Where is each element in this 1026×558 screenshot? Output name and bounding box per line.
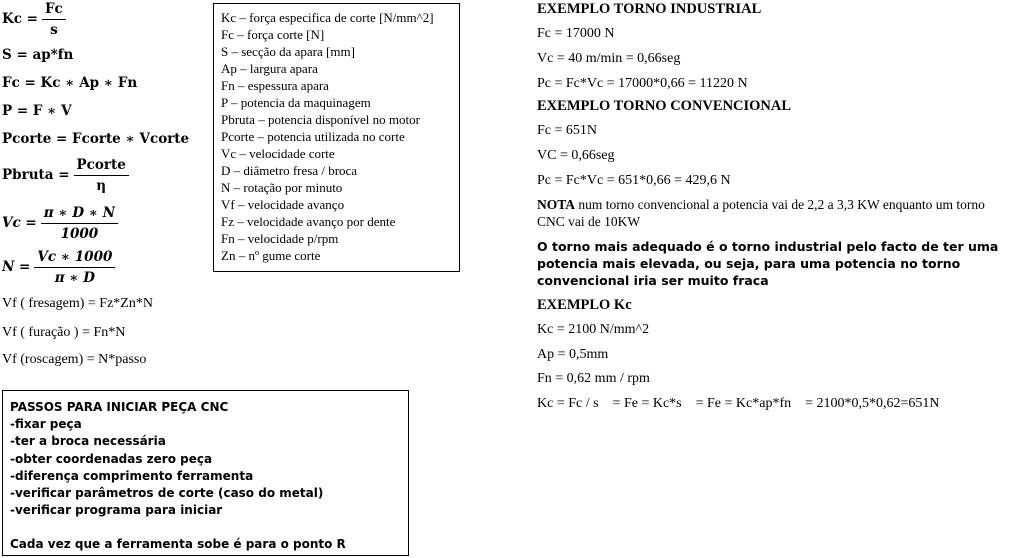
legend-item: Zn – nº gume corte (221, 248, 321, 263)
conclusion-line-3: convencional iria ser muito fraca (537, 273, 769, 288)
cnc-steps-box (2, 390, 409, 556)
conclusion-line-2: potencia mais elevada, ou seja, para uma potencia no torno (537, 256, 961, 271)
numerator: Vc ∗ 1000 (34, 249, 115, 268)
legend-item: Kc – força especifica de corte [N/mm^2] (221, 10, 434, 25)
formula-vc (2, 205, 118, 242)
denominator: s (50, 22, 58, 38)
fraction (74, 157, 129, 194)
legend-item: S – secção da apara [mm] (221, 44, 355, 59)
legend-item: P – potencia da maquinagem (221, 95, 371, 110)
legend-item: Fn – espessura apara (221, 78, 329, 93)
legend-item: D – diâmetro fresa / broca (221, 163, 358, 178)
fraction (34, 249, 115, 286)
convencional-example-title: EXEMPLO TORNO CONVENCIONAL (537, 98, 792, 114)
denominator: η (96, 178, 107, 194)
legend-item: N – rotação por minuto (221, 180, 343, 195)
legend-item: Vf – velocidade avanço (221, 197, 345, 212)
nota-text: num torno convencional a potencia vai de 2,2 a 3,3 KW enquanto um torno (575, 197, 985, 212)
nota-line-2: CNC vai de 10KW (537, 214, 641, 229)
legend-item: Vc – velocidade corte (221, 146, 335, 161)
legend-box (213, 3, 460, 272)
formula-fc: Fc = Kc ∗ Ap ∗ Fn (2, 75, 138, 91)
fn-value: Fn = 0,62 mm / rpm (537, 371, 650, 386)
numerator: Pcorte (74, 157, 129, 176)
fraction (41, 205, 118, 242)
step-item: -verificar parâmetros de corte (caso do metal) (10, 486, 324, 501)
industrial-pc: Pc = Fc*Vc = 17000*0,66 = 11220 N (537, 76, 748, 91)
conclusion-line-1: O torno mais adequado é o torno industrial pelo facto de ter uma (537, 239, 999, 254)
nota-label: NOTA (537, 197, 576, 212)
convencional-vc: VC = 0,66seg (537, 148, 615, 163)
legend-item: Fn – velocidade p/rpm (221, 231, 339, 246)
formula-n (2, 249, 115, 286)
nota-line-1 (537, 197, 985, 213)
convencional-fc: Fc = 651N (537, 123, 598, 138)
formula-p: P = F ∗ V (2, 103, 72, 119)
industrial-vc: Vc = 40 m/min = 0,66seg (537, 51, 681, 66)
formula-s: S = ap*fn (2, 47, 74, 63)
formula-pcorte: Pcorte = Fcorte ∗ Vcorte (2, 131, 190, 147)
step-item: -fixar peça (10, 417, 82, 432)
step-item: -verificar programa para iniciar (10, 503, 223, 518)
formula-pbruta (2, 157, 129, 194)
formula-kc (2, 1, 66, 38)
legend-item: Ap – largura apara (221, 61, 318, 76)
formula-vf-roscagem: Vf (roscagem) = N*passo (2, 352, 147, 367)
formula-vf-fresagem: Vf ( fresagem) = Fz*Zn*N (2, 296, 153, 311)
denominator: π ∗ D (54, 270, 96, 286)
formula-vf-furacao: Vf ( furação ) = Fn*N (2, 325, 126, 340)
industrial-fc: Fc = 17000 N (537, 26, 615, 41)
convencional-pc: Pc = Fc*Vc = 651*0,66 = 429,6 N (537, 173, 731, 188)
kc-calculation: Kc = Fc / s = Fe = Kc*s = Fe = Kc*ap*fn = 2100*0,5*0,62=651N (537, 396, 940, 411)
ap-value: Ap = 0,5mm (537, 347, 609, 362)
step-item: -ter a broca necessária (10, 434, 166, 449)
step-item: -diferença comprimento ferramenta (10, 468, 254, 483)
steps-title: PASSOS PARA INICIAR PEÇA CNC (10, 400, 229, 414)
formula-n-lhs: N = (2, 259, 31, 275)
legend-item: Pbruta – potencia disponível no motor (221, 112, 420, 127)
legend-item: Fc – força corte [N] (221, 27, 325, 42)
numerator: π ∗ D ∗ N (41, 205, 118, 224)
formula-pbruta-lhs: Pbruta = (2, 167, 70, 183)
formula-vc-lhs: Vc = (2, 215, 37, 231)
denominator: 1000 (60, 226, 99, 242)
legend-item: Pcorte – potencia utilizada no corte (221, 129, 405, 144)
step-item: -obter coordenadas zero peça (10, 451, 213, 466)
fraction (42, 1, 66, 38)
kc-example-title: EXEMPLO Kc (537, 297, 632, 313)
industrial-example-title: EXEMPLO TORNO INDUSTRIAL (537, 1, 762, 17)
kc-value: Kc = 2100 N/mm^2 (537, 322, 650, 337)
steps-note: Cada vez que a ferramenta sobe é para o ponto R (10, 537, 346, 551)
numerator: Fc (42, 1, 66, 20)
formula-kc-lhs: Kc = (2, 11, 38, 27)
legend-item: Fz – velocidade avanço por dente (221, 214, 396, 229)
